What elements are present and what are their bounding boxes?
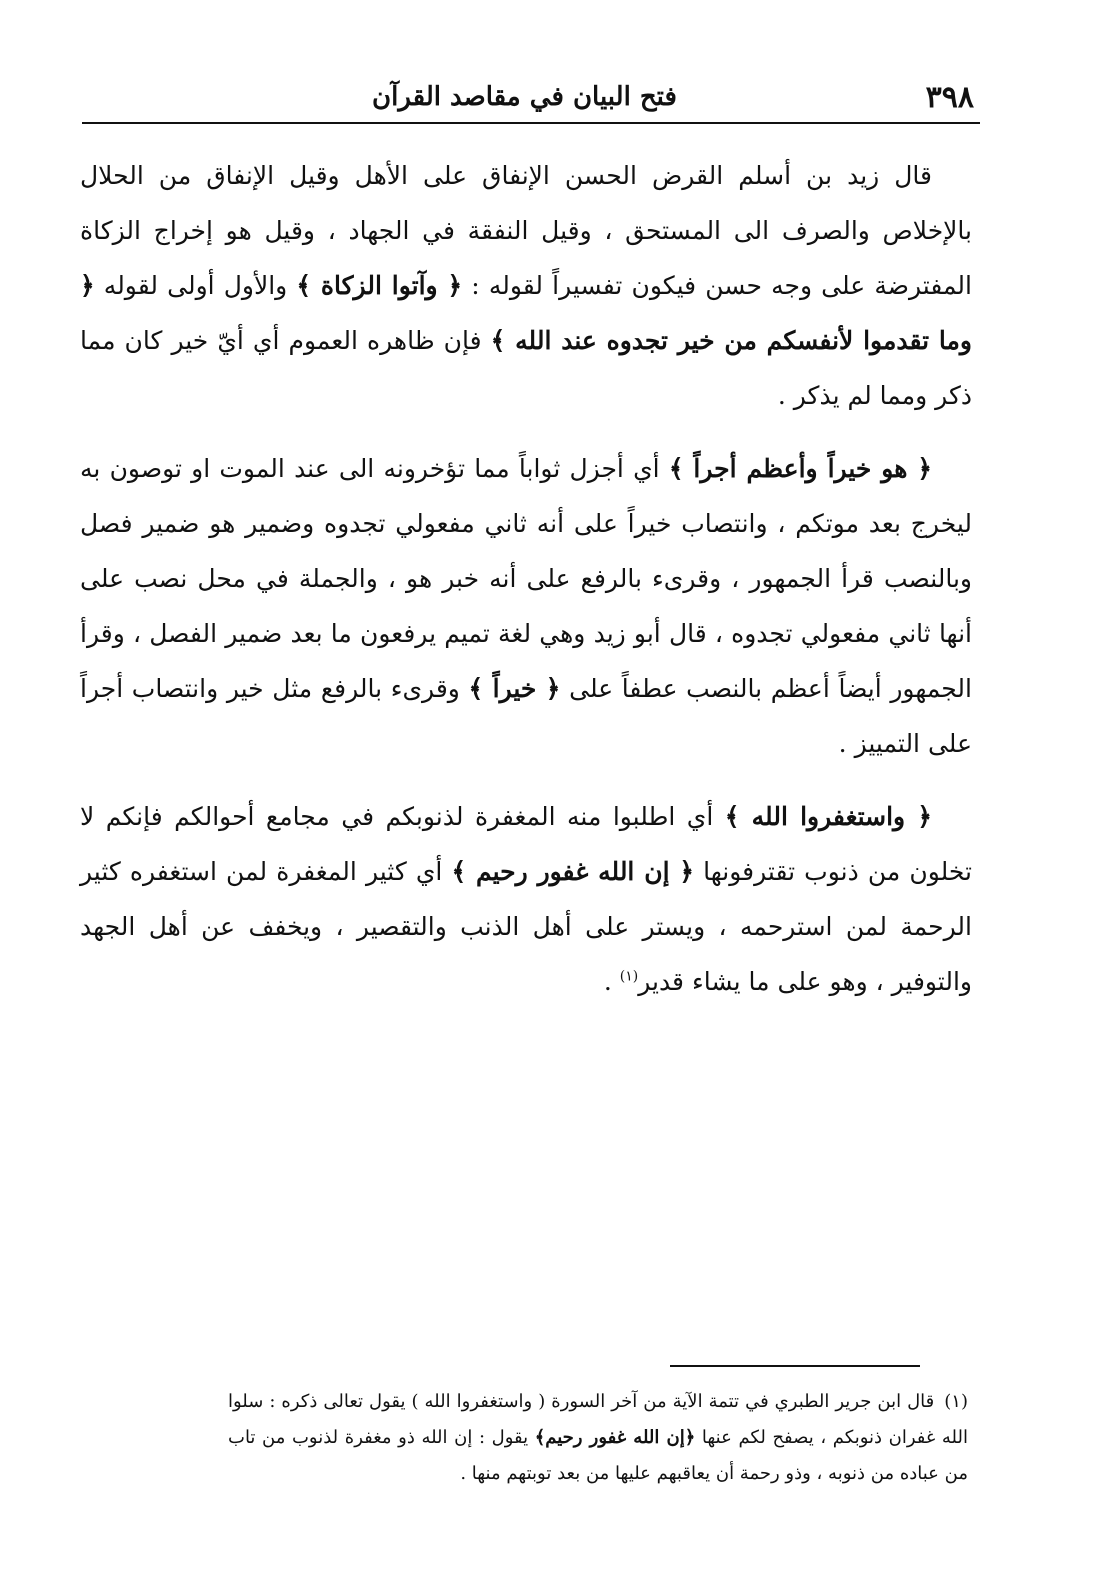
main-text [80,148,972,1027]
text-run: أي اطلبوا منه المغفرة لذنوبكم في مجامع أحوالكم فإنكم لا تخلون من ذنوب تقترفونها [80,802,973,886]
quran-verse: ﴿إن الله غفور رحيم﴾ [534,1427,696,1448]
text-run: والأول أولى لقوله [94,271,297,300]
page-number: ٣٩٨ [925,79,974,115]
text-run: قال زيد بن أسلم القرض الحسن الإنفاق على الأهل وقيل الإنفاق من الحلال بالإخلاص والصرف الى المستحق ، وقيل النفقة في الجهاد ، وقيل هو إخراج الزكاة المفترضة على وجه حسن فيكون تفسيراً لقوله : [80,161,972,300]
running-title: فتح البيان في مقاصد القرآن [372,82,677,112]
quran-verse: ﴿ وما تقدموا لأنفسكم من خير تجدوه عند الله ﴾ [80,271,972,355]
text-run: يقول : إن الله ذو مغفرة لذنوب من تاب من عباده من ذنوبه ، وذو رحمة أن يعاقبهم عليها من بعد توبتهم منها . [228,1427,968,1484]
footnote-reference[interactable]: (١) [619,968,639,985]
text-run: فإن ظاهره العموم أي أيّ خير كان مما ذكر ومما لم يذكر . [80,326,972,410]
footnote-marker: (١) [944,1391,968,1412]
quran-verse: ﴿ وآتوا الزكاة ﴾ [296,271,463,300]
text-run: أي أجزل ثواباً مما تؤخرونه الى عند الموت او توصون به ليخرج بعد موتكم ، وانتصاب خيراً على أنه ثاني مفعولي تجدوه وضمير هو ضمير فصل وبالنصب قرأ الجمهور ، وقرىء بالرفع على أنه خبر هو ، والجملة في محل نصب على أنها ثاني مفعولي تجدوه ، قال أبو زيد وهي لغة تميم يرفعون ما بعد ضمير الفصل ، وقرأ الجمهور أيضاً أعظم بالنصب عطفاً على [80,454,972,703]
text-run: وقرىء بالرفع مثل خير وانتصاب أجراً على التمييز . [80,674,972,758]
footnote [228,1384,968,1492]
text-run: . [603,967,620,996]
page-header [82,72,980,124]
text-run: قال ابن جرير الطبري في تتمة الآية من آخر السورة ( واستغفروا الله ) يقول تعالى ذكره : سلوا الله غفران ذنوبكم ، يصفح لكم عنها [228,1391,968,1448]
paragraph-2 [80,441,972,771]
quran-verse: ﴿ هو خيراً وأعظم أجراً ﴾ [668,454,933,483]
quran-verse: ﴿ خيراً ﴾ [468,674,561,703]
quran-verse: ﴿ إن الله غفور رحيم ﴾ [451,857,695,886]
paragraph-1 [80,148,972,423]
quran-verse: ﴿ واستغفروا الله ﴾ [724,802,932,831]
footnote-divider [670,1365,920,1367]
text-run: أي كثير المغفرة لمن استغفره كثير الرحمة لمن استرحمه ، ويستر على أهل الذنب والتقصير ، ويخفف عن أهل الجهد والتوفير ، وهو على ما يشاء قدير [80,857,972,996]
paragraph-3 [80,789,972,1009]
